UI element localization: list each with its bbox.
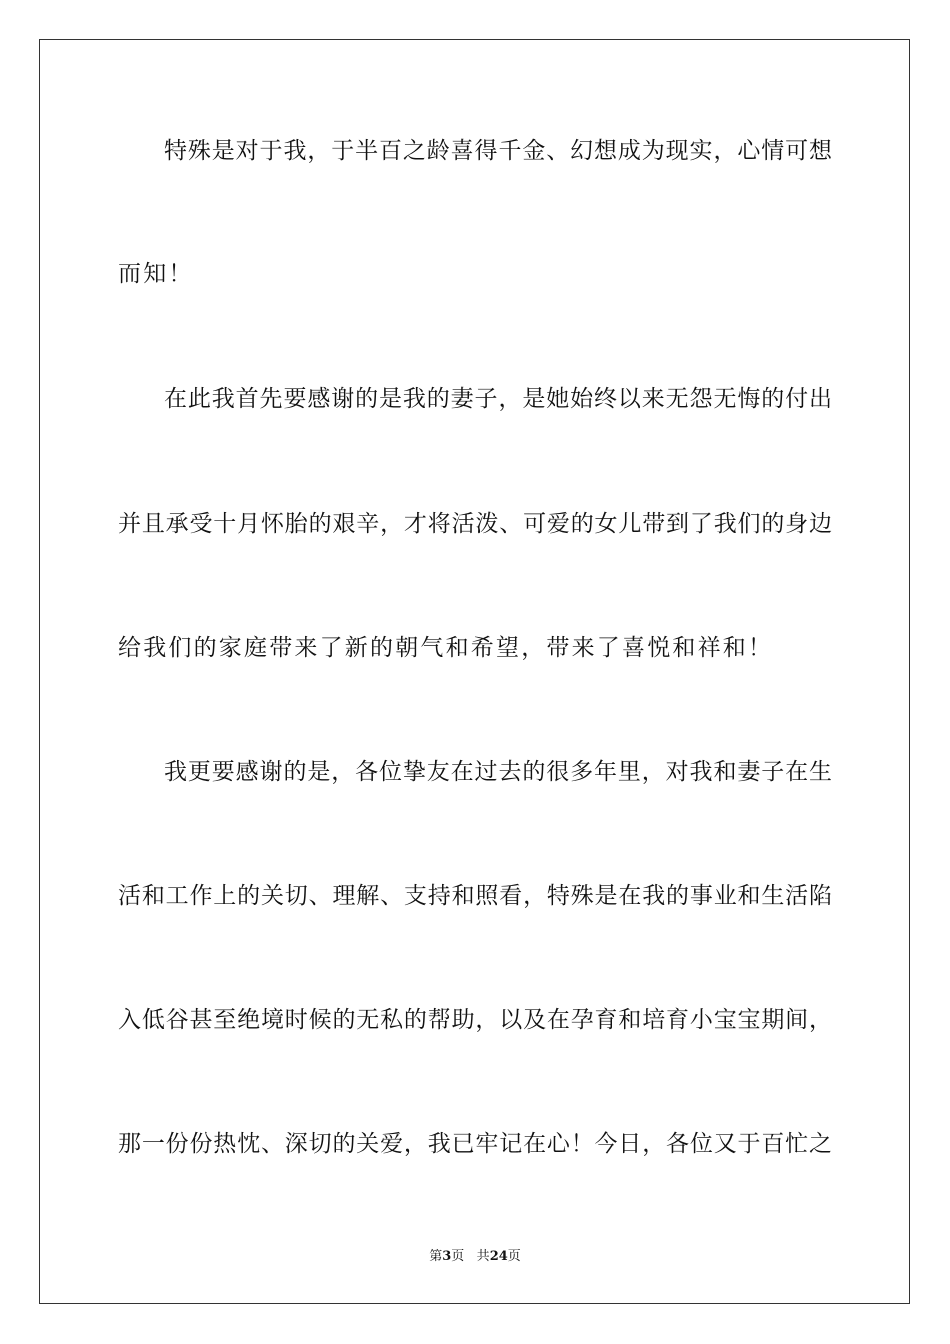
page-footer <box>0 1248 950 1266</box>
paragraph-line: 入低谷甚至绝境时候的无私的帮助，以及在孕育和培育小宝宝期间， <box>118 1007 832 1033</box>
footer-page-prefix: 第 <box>429 1249 443 1264</box>
footer-total-pages: 24 <box>489 1249 508 1264</box>
paragraph-line: 而知！ <box>118 261 194 287</box>
footer-page-number: 3 <box>442 1249 452 1264</box>
paragraph-line: 在此我首先要感谢的是我的妻子，是她始终以来无怨无悔的付出 <box>164 386 832 412</box>
paragraph-line: 我更要感谢的是，各位挚友在过去的很多年里，对我和妻子在生 <box>164 759 832 785</box>
footer-total-suffix: 页 <box>507 1249 521 1264</box>
footer-page-suffix: 页 <box>451 1249 465 1264</box>
page-border <box>39 39 910 1304</box>
footer-total-prefix: 共 <box>476 1249 490 1264</box>
paragraph-line: 那一份份热忱、深切的关爱，我已牢记在心！今日，各位又于百忙之 <box>118 1131 832 1157</box>
paragraph-line: 给我们的家庭带来了新的朝气和希望，带来了喜悦和祥和！ <box>118 635 774 661</box>
paragraph-line: 并且承受十月怀胎的艰辛，才将活泼、可爱的女儿带到了我们的身边 <box>118 511 832 537</box>
paragraph-line: 活和工作上的关切、理解、支持和照看，特殊是在我的事业和生活陷 <box>118 883 832 909</box>
paragraph-line: 特殊是对于我，于半百之龄喜得千金、幻想成为现实，心情可想 <box>164 138 832 164</box>
